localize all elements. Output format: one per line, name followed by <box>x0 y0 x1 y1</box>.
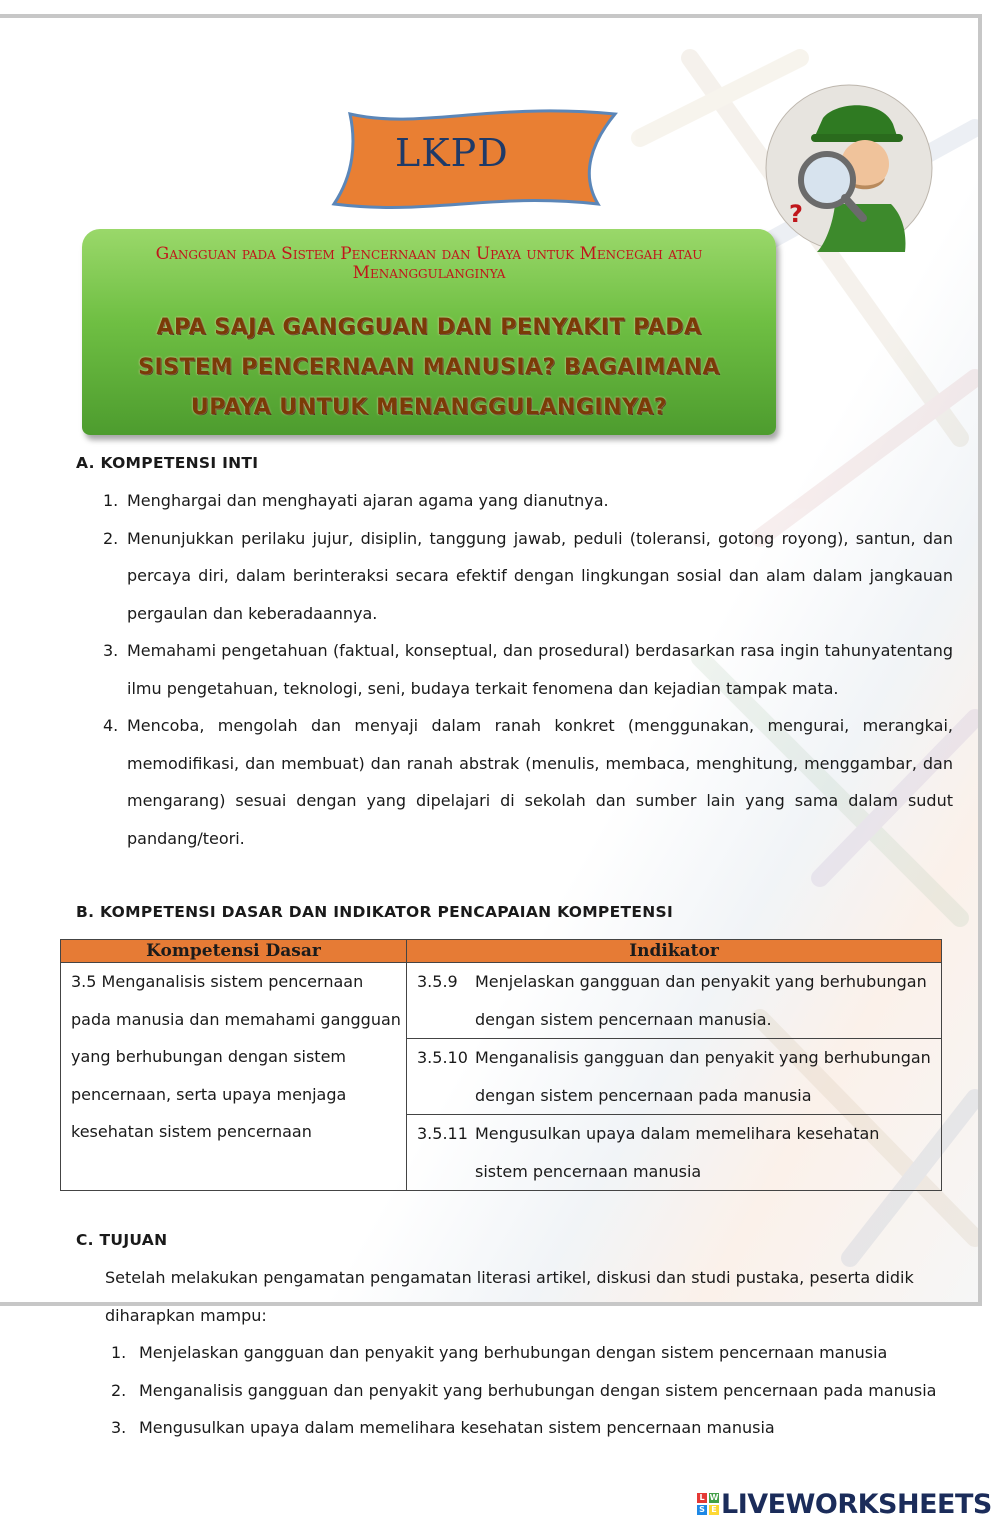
indicator-row <box>407 1115 942 1191</box>
item-number: 1. <box>111 1343 127 1362</box>
item-number: 4. <box>103 716 119 735</box>
key-question <box>102 308 756 428</box>
watermark-text: LIVEWORKSHEETS <box>721 1488 992 1520</box>
item-number: 2. <box>111 1380 127 1400</box>
logo-tile: W <box>709 1493 719 1502</box>
list-item <box>103 482 953 520</box>
section-b-heading: B. KOMPETENSI DASAR DAN INDIKATOR PENCAPAIAN KOMPETENSI <box>76 903 674 921</box>
kd-text: Menganalisis sistem pencernaan pada manusia dan memahami gangguan yang berhubungan dengan sistem pencernaan, serta upaya menjaga kesehatan sistem pencernaan <box>71 972 401 1141</box>
indicator-row <box>407 963 942 1039</box>
item-text: Menunjukkan perilaku jujur, disiplin, tanggung jawab, peduli (toleransi, gotong royong), santun, dan percaya diri, dalam berinteraksi secara efektif dengan lingkungan sosial dan alam dalam jangkauan pergaulan dan keberadaannya. <box>127 528 953 623</box>
logo-tile: E <box>709 1505 719 1515</box>
core-competency-list <box>103 482 953 857</box>
topic-subtitle: Gangguan pada Sistem Pencernaan dan Upaya untuk Mencegah atau Menanggulanginya <box>155 244 703 283</box>
item-text: Menghargai dan menghayati ajaran agama yang dianutnya. <box>127 491 609 510</box>
indicator-text: Menjelaskan gangguan dan penyakit yang berhubungan dengan sistem pencernaan manusia. <box>475 972 927 1029</box>
question-line: APA SAJA GANGGUAN DAN PENYAKIT PADA <box>156 315 702 340</box>
title-box <box>82 229 776 435</box>
objective-intro: Setelah melakukan pengamatan pengamatan literasi artikel, diskusi dan studi pustaka, peserta didik diharapkan mampu: <box>105 1268 914 1325</box>
indicator-code: 3.5.9 <box>417 972 458 991</box>
list-item <box>103 520 953 633</box>
indicator-code: 3.5.10 <box>417 1048 468 1067</box>
item-text: Menjelaskan gangguan dan penyakit yang berhubungan dengan sistem pencernaan manusia <box>139 1343 888 1362</box>
banner-label: LKPD <box>395 131 509 175</box>
item-number: 1. <box>103 491 119 510</box>
indicator-row <box>407 1039 942 1115</box>
indicator-code: 3.5.11 <box>417 1124 468 1143</box>
item-text: Memahami pengetahuan (faktual, konseptual, dan prosedural) berdasarkan rasa ingin tahunyatentang ilmu pengetahuan, teknologi, seni, budaya terkait fenomena dan kejadian tampak mata. <box>127 641 953 698</box>
list-item <box>111 1372 959 1410</box>
objective-list <box>111 1334 959 1447</box>
item-text: Menganalisis gangguan dan penyakit yang berhubungan dengan sistem pencernaan pada manusia <box>139 1380 937 1400</box>
svg-text:?: ? <box>789 200 803 228</box>
indicator-text: Menganalisis gangguan dan penyakit yang berhubungan dengan sistem pencernaan pada manusia <box>475 1048 931 1105</box>
table-header-indicator: Indikator <box>407 940 942 963</box>
indicator-text: Mengusulkan upaya dalam memelihara kesehatan sistem pencernaan manusia <box>475 1124 880 1181</box>
section-c-heading: C. TUJUAN <box>76 1231 168 1249</box>
item-number: 2. <box>103 528 119 548</box>
section-a-heading: A. KOMPETENSI INTI <box>76 454 259 472</box>
detective-illustration <box>765 84 933 252</box>
list-item <box>111 1409 959 1447</box>
question-line: SISTEM PENCERNAAN MANUSIA? BAGAIMANA <box>138 355 720 380</box>
item-number: 3. <box>103 641 119 660</box>
question-line: UPAYA UNTUK MENANGGULANGINYA? <box>190 395 668 420</box>
competency-table <box>60 939 942 1191</box>
list-item <box>111 1334 959 1372</box>
logo-tile: L <box>697 1493 707 1503</box>
list-item <box>103 632 953 707</box>
table-header-kd: Kompetensi Dasar <box>61 940 407 963</box>
logo-tile: S <box>697 1505 707 1515</box>
kd-cell <box>61 963 407 1191</box>
kd-code: 3.5 <box>71 972 97 991</box>
list-item <box>103 707 953 857</box>
kd-description <box>71 963 401 1151</box>
item-text: Mengusulkan upaya dalam memelihara kesehatan sistem pencernaan manusia <box>139 1418 775 1437</box>
liveworksheets-watermark <box>697 1488 992 1520</box>
item-number: 3. <box>111 1418 127 1437</box>
liveworksheets-logo-icon <box>697 1493 719 1515</box>
item-text: Mencoba, mengolah dan menyaji dalam ranah konkret (menggunakan, mengurai, merangkai, memodifikasi, dan membuat) dan ranah abstrak (menulis, membaca, menghitung, menggambar, dan mengarang) sesuai dengan yang dipelajari di sekolah dan sumber lain yang sama dalam sudut pandang/teori. <box>127 716 953 848</box>
